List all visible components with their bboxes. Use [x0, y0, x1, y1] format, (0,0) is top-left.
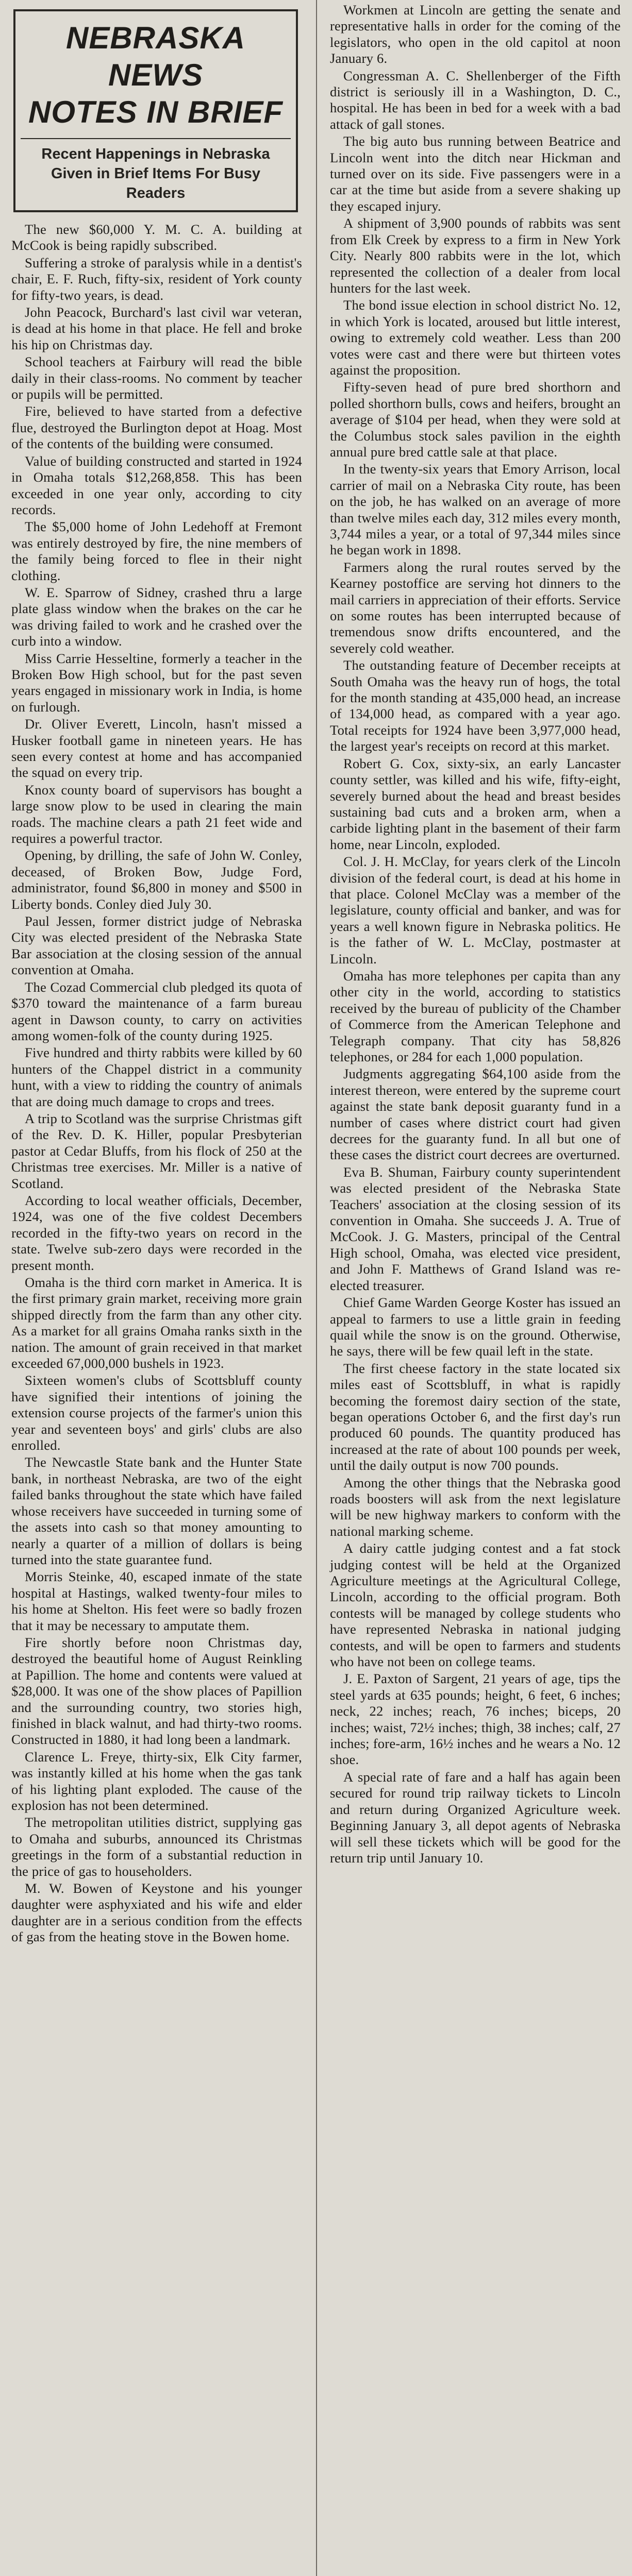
news-item: W. E. Sparrow of Sidney, crashed thru a large plate glass window when the brakes on the car he was driving failed to work and he crashed over the curb into a window. — [11, 584, 302, 649]
news-item: The big auto bus running between Beatrice and Lincoln went into the ditch near Hickman and turned over on its side. Five passengers were in a car at the time but aside from a severe shaking up they escaped injury. — [330, 133, 621, 214]
news-item: According to local weather officials, December, 1924, was one of the five coldest Decembers recorded in the fifty-two years on record in the state. Twelve sub-zero days were recorded in the present month. — [11, 1192, 302, 1273]
news-item: Morris Steinke, 40, escaped inmate of the state hospital at Hastings, walked twenty-four miles to his home at Shelton. His feet were so badly frozen that it may be necessary to amputate them. — [11, 1569, 302, 1633]
news-item: A dairy cattle judging contest and a fat stock judging contest will be held at the Organized Agriculture meetings at the Agricultural College, Lincoln, according to the official program. Both contests will be managed by college students who have represented Nebraska in national judging contests, and will be open to farmers and students who have not been on college teams. — [330, 1540, 621, 1670]
right-column — [325, 0, 628, 2576]
masthead-title-line-1: NEBRASKA NEWS — [65, 21, 246, 92]
masthead — [13, 9, 298, 212]
news-item: The first cheese factory in the state located six miles east of Scottsbluff, in what is rapidly becoming the foremost dairy section of the state, began operations October 6, and the first day's run produced 60 pounds. The quantity produced has increased at the rate of about 100 pounds per week, until the daily output is now 700 pounds. — [330, 1360, 621, 1473]
news-item: Value of building constructed and started in 1924 in Omaha totals $12,268,858. This has been exceeded in one year only, according to city records. — [11, 453, 302, 517]
news-item: Paul Jessen, former district judge of Nebraska City was elected president of the Nebraska State Bar association at the closing session of the annual convention at Omaha. — [11, 913, 302, 978]
news-item: Fire, believed to have started from a defective flue, destroyed the Burlington depot at Hoag. Most of the contents of the building were consumed. — [11, 403, 302, 452]
news-item: A shipment of 3,900 pounds of rabbits was sent from Elk Creek by express to a firm in New York City. Nearly 800 rabbits were in the lot, which represented the collection of a dealer from local hunters for the last week. — [330, 215, 621, 296]
news-item: Congressman A. C. Shellenberger of the Fifth district is seriously ill in a Washington, D. C., hospital. He has been in bed for a week with a bad attack of gall stones. — [330, 67, 621, 132]
news-item: Sixteen women's clubs of Scottsbluff county have signified their intentions of joining the extension course projects of the farmer's union this year and seventeen boys' and girls' clubs are also enrolled. — [11, 1372, 302, 1453]
news-item: Opening, by drilling, the safe of John W. Conley, deceased, of Broken Bow, Judge Ford, administrator, found $6,800 in money and $500 in Liberty bonds. Conley died July 30. — [11, 848, 302, 912]
news-item: M. W. Bowen of Keystone and his younger daughter were asphyxiated and his wife and elder daughter are in a serious condition from the effects of gas from the heating stove in the Bowen home. — [11, 1880, 302, 1945]
news-item: In the twenty-six years that Emory Arrison, local carrier of mail on a Nebraska City route, has been on the job, he has walked on an average of more than twelve miles each day, 312 miles every month, 3,744 miles a year, or a total of 97,344 miles since he began work in 1898. — [330, 461, 621, 558]
news-item: Fifty-seven head of pure bred shorthorn and polled shorthorn bulls, cows and heifers, brought an average of $104 per head, when they were sold at the Columbus stock sales pavilion in the eighth annual pure bred cattle sale at that place. — [330, 379, 621, 460]
news-item: The metropolitan utilities district, supplying gas to Omaha and suburbs, announced its Christmas greetings in the form of a substantial reduction in the price of gas to householders. — [11, 1815, 302, 1879]
news-item: J. E. Paxton of Sargent, 21 years of age, tips the steel yards at 635 pounds; height, 6 feet, 6 inches; neck, 22 inches; reach, 76 inches; biceps, 20 inches; waist, 72½ inches; thigh, 38 inches; calf, 27 inches; fore-arm, 16½ inches and he wears a No. 12 shoe. — [330, 1671, 621, 1768]
masthead-title-line-2: NOTES IN BRIEF — [28, 95, 284, 129]
news-item: A special rate of fare and a half has again been secured for round trip railway tickets to Lincoln and return during Organized Agriculture week. Beginning January 3, all depot agents of Nebraska will sell these tickets which will be good for the return trip until January 10. — [330, 1769, 621, 1866]
news-item: A trip to Scotland was the surprise Christmas gift of the Rev. D. K. Hiller, popular Presbyterian pastor at Cedar Bluffs, from his flock of 250 at the Christmas tree exercises. Mr. Miller is a native of Scotland. — [11, 1110, 302, 1191]
left-news-items — [11, 222, 302, 1945]
news-item: The Cozad Commercial club pledged its quota of $370 toward the maintenance of a farm bureau agent in Dawson county, to carry on activities among women-folk of the county during 1925. — [11, 979, 302, 1043]
news-item: Dr. Oliver Everett, Lincoln, hasn't missed a Husker football game in nineteen years. He has seen every contest at home and has accompanied the squad on every trip. — [11, 716, 302, 781]
masthead-subtitle: Recent Happenings in Nebraska Given in Brief Items For Busy Readers — [41, 146, 270, 201]
news-item: Suffering a stroke of paralysis while in a dentist's chair, E. F. Ruch, fifty-six, resident of York county for fifty-two years, is dead. — [11, 255, 302, 303]
column-divider — [316, 0, 317, 2576]
masthead-rule — [21, 138, 291, 139]
news-item: Eva B. Shuman, Fairbury county superintendent was elected president of the Nebraska State Teachers' association at the closing session of its convention in Omaha. She succeeds J. A. True of McCook. J. G. Masters, principal of the Central High school, Omaha, was elected vice president, and John F. Matthews of Grand Island was re-elected treasurer. — [330, 1164, 621, 1293]
news-item: John Peacock, Burchard's last civil war veteran, is dead at his home in that place. He fell and broke his hip on Christmas day. — [11, 304, 302, 352]
news-item: Farmers along the rural routes served by the Kearney postoffice are serving hot dinners to the mail carriers in appreciation of their efforts. Service on some routes has been interrupted because of tremendous snow drifts encountered, and the severely cold weather. — [330, 559, 621, 656]
news-item: Omaha has more telephones per capita than any other city in the world, according to statistics received by the bureau of publicity of the Chamber of Commerce from the American Telephone and Telegraph company. That city has 58,826 telephones, or 284 for each 1,000 population. — [330, 968, 621, 1064]
left-column — [4, 0, 307, 2576]
news-item: School teachers at Fairbury will read the bible daily in their class-rooms. No comment by teacher or pupils will be permitted. — [11, 354, 302, 402]
masthead-title — [21, 20, 291, 131]
news-item: Judgments aggregating $64,100 aside from the interest thereon, were entered by the supreme court against the state bank deposit guaranty fund in a number of cases where district court had given decrees for the guaranty fund. In all but one of these cases the district court decrees are overturned. — [330, 1066, 621, 1163]
news-item: The $5,000 home of John Ledehoff at Fremont was entirely destroyed by fire, the nine members of the family being forced to flee in their night clothing. — [11, 519, 302, 583]
news-item: Chief Game Warden George Koster has issued an appeal to farmers to use a little grain in feeding quail while the snow is on the ground. Otherwise, he says, there will be few quail left in the state. — [330, 1295, 621, 1359]
news-item: The new $60,000 Y. M. C. A. building at McCook is being rapidly subscribed. — [11, 222, 302, 253]
news-item: Robert G. Cox, sixty-six, an early Lancaster county settler, was killed and his wife, fifty-eight, severely burned about the head and breast besides sustaining bad cuts and a broken arm, when a carbide lighting plant in the basement of their farm home, near Lincoln, exploded. — [330, 755, 621, 852]
right-news-items — [330, 2, 621, 1866]
news-item: Omaha is the third corn market in America. It is the first primary grain market, receiving more grain shipped directly from the farm than any other city. As a market for all grains Omaha ranks sixth in the nation. The amount of grain received in that market exceeded 67,000,000 bushels in 1923. — [11, 1275, 302, 1371]
news-item: The bond issue election in school district No. 12, in which York is located, aroused but little interest, owing to extremely cold weather. Less than 200 votes were cast and there were but thirteen votes against the proposition. — [330, 297, 621, 378]
news-item: Miss Carrie Hesseltine, formerly a teacher in the Broken Bow High school, but for the past seven years engaged in missionary work in India, is home on furlough. — [11, 650, 302, 715]
news-item: Among the other things that the Nebraska good roads boosters will ask from the next legislature will be new highway markers to conform with the national marking scheme. — [330, 1475, 621, 1539]
news-item: The outstanding feature of December receipts at South Omaha was the heavy run of hogs, the total for the month standing at 435,000 head, an increase of 134,000 head, as compared with a year ago. Total receipts for 1924 have been 3,977,000 head, the largest year's receipts on record at this market. — [330, 657, 621, 754]
news-item: Five hundred and thirty rabbits were killed by 60 hunters of the Chappel district in a community hunt, with a view to ridding the country of animals that are doing much damage to crops and trees. — [11, 1045, 302, 1109]
news-item: Fire shortly before noon Christmas day, destroyed the beautiful home of August Reinkling at Papillion. The home and contents were valued at $28,000. It was one of the show places of Papillion and the surrounding country, two stories high, finished in black walnut, and had thirty-two rooms. Constructed in 1880, it had long been a landmark. — [11, 1634, 302, 1748]
news-item: Workmen at Lincoln are getting the senate and representative halls in order for the coming of the legislators, who open in the old capitol at noon January 6. — [330, 2, 621, 66]
news-item: Clarence L. Freye, thirty-six, Elk City farmer, was instantly killed at his home when the gas tank of his lighting plant exploded. The cause of the explosion has not been determined. — [11, 1749, 302, 1813]
news-item: Col. J. H. McClay, for years clerk of the Lincoln division of the federal court, is dead at his home in that place. Colonel McClay was a member of the legislature, county official and banker, and was for years a well known figure in Nebraska politics. He is the father of W. L. McClay, postmaster at Lincoln. — [330, 854, 621, 967]
news-item: Knox county board of supervisors has bought a large snow plow to be used in clearing the main roads. The machine clears a path 21 feet wide and requires a powerful tractor. — [11, 782, 302, 846]
news-item: The Newcastle State bank and the Hunter State bank, in northeast Nebraska, are two of the eight failed banks throughout the state which have failed whose receivers have succeeded in turning some of the assets into cash so that money amounting to nearly a quarter of a million of dollars is being turned into the state guarantee fund. — [11, 1454, 302, 1567]
